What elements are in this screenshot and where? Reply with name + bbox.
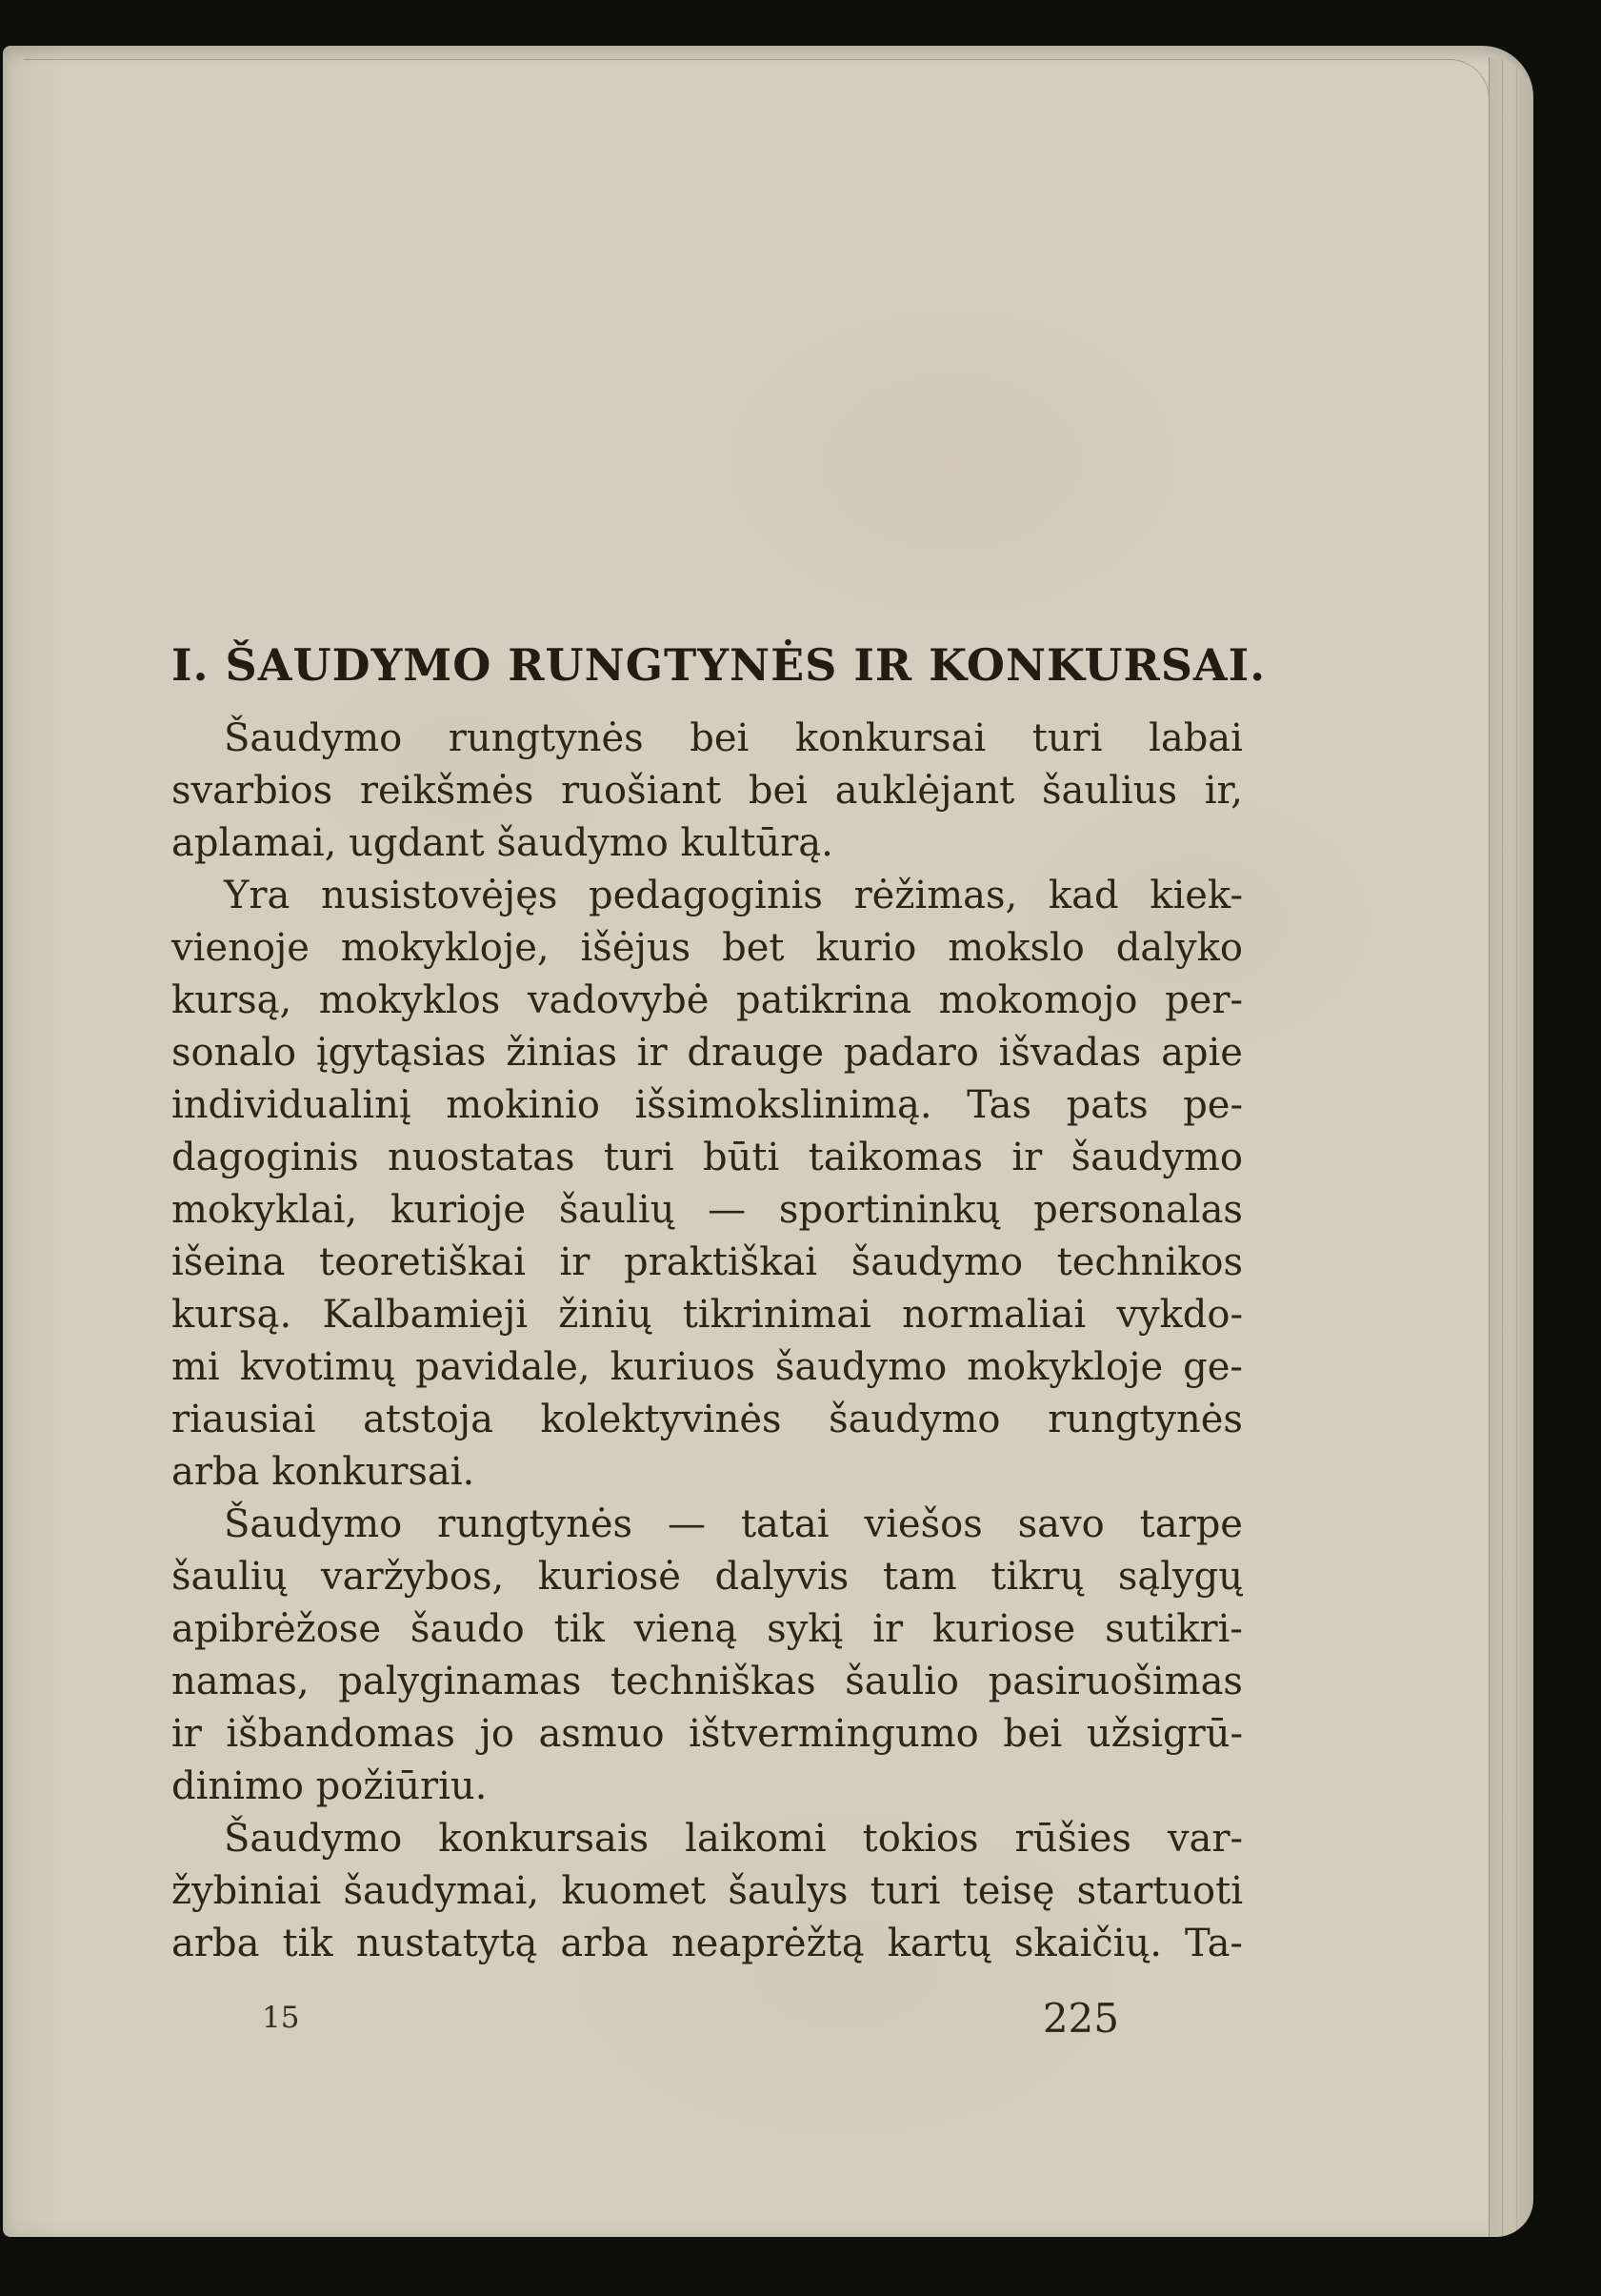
word: arba: [560, 1922, 649, 1965]
text-line: [171, 1394, 1243, 1446]
word: Kalbamieji: [322, 1293, 529, 1337]
word: atstoja: [363, 1398, 493, 1441]
word: teoretiškai: [319, 1240, 526, 1284]
text-line: [171, 1499, 1243, 1551]
word: ruošiant: [561, 769, 722, 813]
word: mokomojo: [938, 978, 1138, 1022]
word: ir: [872, 1607, 904, 1651]
word: rūšies: [1014, 1817, 1131, 1861]
word: kursą,: [171, 978, 292, 1022]
word: tokios: [862, 1817, 979, 1861]
text-line: [171, 1027, 1243, 1079]
text-line: [171, 1079, 1243, 1132]
word: ir: [636, 1031, 668, 1075]
word: praktiškai: [624, 1240, 818, 1284]
word: išvadas: [998, 1031, 1142, 1075]
book-fore-edge: [1489, 57, 1533, 2237]
word: vienoje: [171, 926, 310, 970]
word: rungtynės: [437, 1502, 633, 1546]
word: mokinio: [446, 1083, 600, 1127]
word: padaro: [843, 1031, 979, 1075]
word: nusistovėjęs: [321, 874, 558, 917]
word: bei: [690, 716, 750, 760]
word: laikomi: [685, 1817, 827, 1861]
word: asmuo: [538, 1712, 665, 1756]
word: ir: [171, 1712, 202, 1756]
word: rungtynės: [1048, 1398, 1243, 1441]
word: turi: [603, 1136, 674, 1179]
word: šaudo: [410, 1607, 525, 1651]
text-line: [171, 1603, 1243, 1656]
word: normaliai: [902, 1293, 1087, 1337]
word: užsigrū-: [1086, 1712, 1243, 1756]
text-line: [171, 1813, 1243, 1865]
word: pavidale,: [415, 1345, 590, 1389]
text-line: [171, 1341, 1243, 1394]
word: tikrinimai: [682, 1293, 871, 1337]
word: dagoginis: [171, 1136, 359, 1179]
word: kursą.: [171, 1293, 292, 1337]
word: mokslo: [948, 926, 1085, 970]
text-line: [171, 975, 1243, 1027]
word: įgytąsias: [315, 1031, 487, 1075]
word: kiek-: [1150, 874, 1243, 917]
word: turi: [870, 1869, 941, 1913]
word: kuriuos: [610, 1345, 755, 1389]
word: sykį: [767, 1607, 844, 1651]
text-line: [171, 1289, 1243, 1341]
text-line: [171, 1132, 1243, 1184]
word: rungtynės: [448, 716, 644, 760]
word: mokyklos: [318, 978, 501, 1022]
word: šaulio: [845, 1660, 959, 1703]
text-line: [171, 713, 1243, 765]
word: kurioje: [390, 1188, 527, 1232]
word: skaičių.: [1013, 1922, 1162, 1965]
word: rėžimas,: [853, 874, 1018, 917]
word: arba: [171, 1922, 260, 1965]
word: šaulys: [728, 1869, 849, 1913]
word: ir: [559, 1240, 590, 1284]
word: teisę: [962, 1869, 1055, 1913]
word: pedagoginis: [589, 874, 823, 917]
word: tam: [882, 1555, 957, 1599]
word: išbandomas: [226, 1712, 455, 1756]
text-line: aplamai, ugdant šaudymo kultūrą.: [171, 821, 833, 865]
word: vadovybė: [527, 978, 710, 1022]
word: kuomet: [561, 1869, 707, 1913]
word: būti: [703, 1136, 780, 1179]
chapter-title: I. ŠAUDYMO RUNGTYNĖS IR KONKURSAI.: [171, 638, 1267, 691]
word: šaulius: [1041, 769, 1177, 813]
body-text: [171, 713, 1243, 1970]
text-line: [171, 1551, 1243, 1603]
page-number: 225: [1042, 1995, 1119, 2042]
word: riausiai: [171, 1398, 316, 1441]
word: dalyko: [1115, 926, 1243, 970]
text-line: [171, 1656, 1243, 1708]
word: savo: [1017, 1502, 1105, 1546]
word: nuostatas: [388, 1136, 575, 1179]
word: svarbios: [171, 769, 333, 813]
word: reikšmės: [359, 769, 534, 813]
word: Yra: [224, 874, 290, 917]
word: žinių: [558, 1293, 652, 1337]
word: kuriosė: [537, 1555, 681, 1599]
word: Šaudymo: [224, 716, 403, 760]
word: kurio: [815, 926, 917, 970]
word: auklėjant: [834, 769, 1015, 813]
word: dalyvis: [714, 1555, 850, 1599]
word: startuoti: [1076, 1869, 1243, 1913]
word: žinias: [506, 1031, 617, 1075]
word: mokykloje: [967, 1345, 1164, 1389]
word: vykdo-: [1116, 1293, 1243, 1337]
word: neaprėžtą: [670, 1922, 865, 1965]
word: turi: [1031, 716, 1103, 760]
word: kad: [1048, 874, 1119, 917]
word: nustatytą: [355, 1922, 538, 1965]
word: kvotimų: [239, 1345, 396, 1389]
text-line: [171, 1865, 1243, 1918]
word: pe-: [1183, 1083, 1243, 1127]
word: taikomas: [808, 1136, 983, 1179]
word: sąlygų: [1117, 1555, 1243, 1599]
word: drauge: [687, 1031, 824, 1075]
text-line: [171, 765, 1243, 817]
word: ge-: [1183, 1345, 1243, 1389]
word: viešos: [864, 1502, 983, 1546]
word: technikos: [1056, 1240, 1243, 1284]
word: šaudymo: [774, 1345, 948, 1389]
word: —: [668, 1502, 706, 1546]
word: tik: [282, 1922, 333, 1965]
word: patikrina: [736, 978, 912, 1022]
word: ištvermingumo: [689, 1712, 979, 1756]
word: techniškas: [610, 1660, 816, 1703]
word: sonalo: [171, 1031, 297, 1075]
word: labai: [1149, 716, 1243, 760]
word: sportininkų: [778, 1188, 1001, 1232]
word: šaulių: [171, 1555, 288, 1599]
word: apibrėžose: [171, 1607, 381, 1651]
text-line: arba konkursai.: [171, 1450, 475, 1494]
word: bei: [748, 769, 808, 813]
word: ir,: [1204, 769, 1243, 813]
book-page: [3, 46, 1533, 2237]
word: vieną: [633, 1607, 738, 1651]
word: šaulių: [558, 1188, 675, 1232]
word: per-: [1165, 978, 1243, 1022]
word: išsimokslinimą.: [634, 1083, 932, 1127]
word: tik: [553, 1607, 605, 1651]
word: Šaudymo: [224, 1502, 403, 1546]
word: tikrų: [991, 1555, 1085, 1599]
word: šaudymo: [1071, 1136, 1243, 1179]
word: namas,: [171, 1660, 310, 1703]
text-line: [171, 1708, 1243, 1761]
text-line: [171, 1237, 1243, 1289]
signature-number: 15: [262, 2001, 300, 2035]
word: mokyklai,: [171, 1188, 358, 1232]
word: bei: [1003, 1712, 1063, 1756]
word: —: [708, 1188, 747, 1232]
word: išeina: [171, 1240, 286, 1284]
word: individualinį: [171, 1083, 411, 1127]
word: konkursai: [794, 716, 987, 760]
word: Ta-: [1185, 1922, 1243, 1965]
word: mokykloje,: [340, 926, 550, 970]
word: palyginamas: [338, 1660, 582, 1703]
text-line: [171, 870, 1243, 922]
word: žybiniai: [171, 1869, 322, 1913]
word: išėjus: [580, 926, 691, 970]
word: sutikri-: [1105, 1607, 1243, 1651]
word: apie: [1161, 1031, 1243, 1075]
word: tatai: [740, 1502, 830, 1546]
text-line: [171, 1184, 1243, 1237]
word: Tas: [967, 1083, 1032, 1127]
text-line: [171, 922, 1243, 975]
word: var-: [1167, 1817, 1243, 1861]
word: šaudymo: [829, 1398, 1001, 1441]
word: mi: [171, 1345, 220, 1389]
word: pasiruošimas: [988, 1660, 1243, 1703]
word: tarpe: [1139, 1502, 1243, 1546]
word: kartų: [887, 1922, 991, 1965]
text-line: dinimo požiūriu.: [171, 1764, 488, 1808]
word: jo: [479, 1712, 514, 1756]
word: šaudymai,: [343, 1869, 540, 1913]
word: kolektyvinės: [540, 1398, 782, 1441]
word: šaudymo: [851, 1240, 1024, 1284]
word: Šaudymo: [224, 1817, 403, 1861]
word: kuriose: [932, 1607, 1076, 1651]
word: personalas: [1033, 1188, 1243, 1232]
word: varžybos,: [321, 1555, 505, 1599]
word: ir: [1011, 1136, 1043, 1179]
word: pats: [1066, 1083, 1149, 1127]
word: konkursais: [438, 1817, 650, 1861]
text-line: [171, 1918, 1243, 1970]
word: bet: [722, 926, 785, 970]
